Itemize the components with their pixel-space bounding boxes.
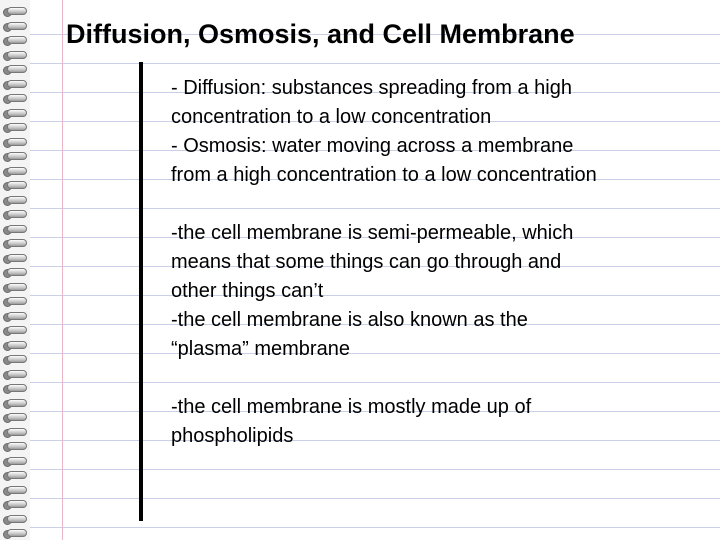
binding-wire [7, 51, 27, 59]
spiral-ring-icon [3, 253, 25, 263]
text-line: -the cell membrane is mostly made up of [171, 396, 532, 418]
text-line: -the cell membrane is semi-permeable, which [171, 222, 574, 244]
spiral-ring-icon [3, 470, 25, 480]
binding-wire [7, 138, 27, 146]
binding-wire [7, 384, 27, 392]
binding-wire [7, 428, 27, 436]
spiral-ring-icon [3, 6, 25, 16]
binding-wire [7, 515, 27, 523]
text-line: phospholipids [171, 425, 294, 447]
binding-wire [7, 109, 27, 117]
page-title: Diffusion, Osmosis, and Cell Membrane [66, 19, 575, 49]
binding-wire [7, 152, 27, 160]
spiral-binding-icon [0, 0, 30, 540]
spiral-ring-icon [3, 296, 25, 306]
spiral-ring-icon [3, 311, 25, 321]
spiral-ring-icon [3, 180, 25, 190]
binding-wire [7, 370, 27, 378]
binding-wire [7, 239, 27, 247]
binding-wire [7, 210, 27, 218]
paragraph-gap [171, 364, 711, 393]
spiral-ring-icon [3, 456, 25, 466]
binding-wire [7, 36, 27, 44]
binding-wire [7, 471, 27, 479]
binding-wire [7, 500, 27, 508]
text-line: concentration to a low concentration [171, 106, 492, 128]
spiral-ring-icon [3, 325, 25, 335]
spiral-ring-icon [3, 195, 25, 205]
spiral-ring-icon [3, 224, 25, 234]
binding-wire [7, 326, 27, 334]
spiral-ring-icon [3, 528, 25, 538]
spiral-ring-icon [3, 166, 25, 176]
spiral-ring-icon [3, 21, 25, 31]
spiral-ring-icon [3, 151, 25, 161]
spiral-ring-icon [3, 209, 25, 219]
spiral-ring-icon [3, 64, 25, 74]
spiral-ring-icon [3, 514, 25, 524]
spiral-ring-icon [3, 383, 25, 393]
binding-wire [7, 529, 27, 537]
binding-wire [7, 94, 27, 102]
spiral-ring-icon [3, 499, 25, 509]
binding-wire [7, 80, 27, 88]
binding-wire [7, 167, 27, 175]
spiral-ring-icon [3, 35, 25, 45]
text-line: - Diffusion: substances spreading from a high [171, 77, 572, 99]
spiral-ring-icon [3, 93, 25, 103]
binding-wire [7, 196, 27, 204]
spiral-ring-icon [3, 122, 25, 132]
binding-wire [7, 254, 27, 262]
page-margin-line [62, 0, 63, 540]
binding-wire [7, 399, 27, 407]
spiral-ring-icon [3, 267, 25, 277]
text-line: “plasma” membrane [171, 338, 350, 360]
binding-wire [7, 486, 27, 494]
text-line: other things can’t [171, 280, 324, 302]
binding-wire [7, 7, 27, 15]
binding-wire [7, 225, 27, 233]
binding-wire [7, 283, 27, 291]
spiral-ring-icon [3, 340, 25, 350]
binding-wire [7, 413, 27, 421]
spiral-ring-icon [3, 398, 25, 408]
spiral-ring-icon [3, 137, 25, 147]
text-line: means that some things can go through and [171, 251, 562, 273]
binding-wire [7, 341, 27, 349]
spiral-ring-icon [3, 369, 25, 379]
binding-wire [7, 181, 27, 189]
binding-wire [7, 22, 27, 30]
spiral-ring-icon [3, 354, 25, 364]
vertical-divider [139, 62, 143, 521]
binding-wire [7, 297, 27, 305]
text-line: from a high concentration to a low concentration [171, 164, 597, 186]
paragraph-gap [171, 190, 711, 219]
spiral-ring-icon [3, 427, 25, 437]
binding-wire [7, 442, 27, 450]
binding-wire [7, 65, 27, 73]
spiral-ring-icon [3, 108, 25, 118]
text-line: -the cell membrane is also known as the [171, 309, 528, 331]
spiral-ring-icon [3, 238, 25, 248]
spiral-ring-icon [3, 79, 25, 89]
spiral-ring-icon [3, 412, 25, 422]
binding-wire [7, 355, 27, 363]
binding-wire [7, 457, 27, 465]
spiral-ring-icon [3, 441, 25, 451]
spiral-ring-icon [3, 485, 25, 495]
binding-wire [7, 268, 27, 276]
spiral-ring-icon [3, 282, 25, 292]
spiral-ring-icon [3, 50, 25, 60]
binding-wire [7, 123, 27, 131]
binding-wire [7, 312, 27, 320]
text-line: - Osmosis: water moving across a membrane [171, 135, 574, 157]
body-text [171, 74, 711, 451]
